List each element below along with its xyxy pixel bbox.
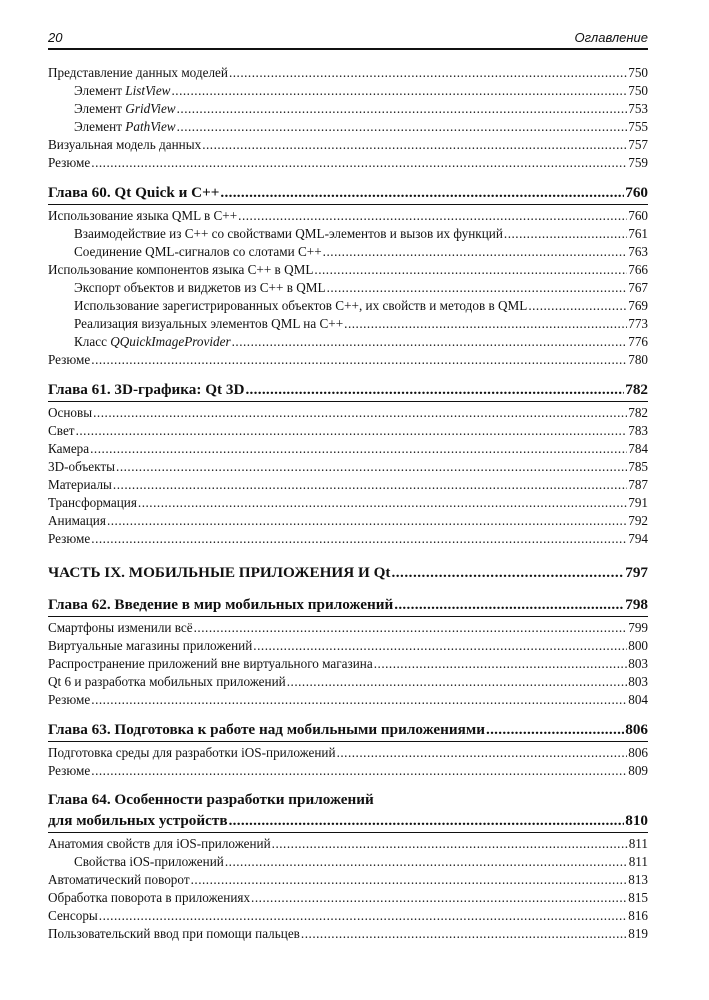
chapter-entry[interactable] (48, 182, 648, 205)
dot-leader (301, 925, 627, 943)
toc-entry[interactable] (48, 744, 648, 762)
toc-entry[interactable] (48, 315, 648, 333)
dot-leader (504, 225, 627, 243)
dot-leader (91, 691, 627, 709)
dot-leader (91, 762, 627, 780)
dot-leader (76, 422, 628, 440)
entry-page-number: 806 (628, 745, 648, 760)
entry-title: Резюме (48, 692, 91, 707)
toc-entry[interactable] (48, 762, 648, 780)
entry-page-number: 797 (625, 564, 648, 581)
chapter-entry[interactable] (48, 810, 648, 833)
entry-title: Глава 61. 3D-графика: Qt 3D (48, 379, 244, 401)
entry-title: для мобильных устройств (48, 810, 228, 832)
dot-leader (91, 154, 627, 172)
toc-entry[interactable] (48, 100, 648, 118)
entry-page-number: 799 (628, 620, 648, 635)
toc-entry[interactable] (48, 82, 648, 100)
dot-leader (194, 619, 628, 637)
entry-title: Реализация визуальных элементов QML на C++ (74, 316, 344, 331)
dot-leader (528, 297, 627, 315)
dot-leader (327, 279, 628, 297)
toc-entry[interactable] (48, 871, 648, 889)
toc-entry[interactable] (48, 243, 648, 261)
entry-page-number: 782 (625, 381, 648, 398)
entry-title (74, 82, 170, 100)
entry-title: Свойства iOS-приложений (74, 854, 224, 869)
dot-leader (220, 182, 624, 204)
entry-page-number: 759 (628, 155, 648, 170)
toc-entry[interactable] (48, 404, 648, 422)
toc-entry[interactable] (48, 853, 648, 871)
entry-page-number: 785 (628, 459, 648, 474)
dot-leader (344, 315, 627, 333)
toc-entry[interactable] (48, 207, 648, 225)
entry-title: Анимация (48, 513, 106, 528)
chapter-entry[interactable] (48, 719, 648, 742)
entry-page-number: 784 (628, 441, 648, 456)
entry-title: Пользовательский ввод при помощи пальцев (48, 926, 300, 941)
entry-title: Представление данных моделей (48, 65, 228, 80)
entry-page-number: 800 (628, 638, 648, 653)
toc-entry[interactable] (48, 333, 648, 351)
entry-page-number: 761 (628, 226, 648, 241)
toc-entry[interactable] (48, 925, 648, 943)
dot-leader (391, 562, 624, 584)
entry-title: Глава 63. Подготовка к работе над мобильными приложениями (48, 719, 485, 741)
table-of-contents (48, 64, 648, 943)
entry-page-number: 769 (628, 298, 648, 313)
entry-page-number: 811 (628, 836, 648, 851)
toc-entry[interactable] (48, 154, 648, 172)
entry-title: Сенсоры (48, 908, 98, 923)
entry-title: Визуальная модель данных (48, 137, 202, 152)
chapter-entry[interactable] (48, 594, 648, 617)
entry-page-number: 750 (628, 65, 648, 80)
entry-title: Свет (48, 423, 75, 438)
entry-title: Подготовка среды для разработки iOS-приложений (48, 745, 336, 760)
dot-leader (191, 871, 628, 889)
dot-leader (253, 637, 627, 655)
entry-title: Глава 62. Введение в мир мобильных приложений (48, 594, 393, 616)
entry-title: Анатомия свойств для iOS-приложений (48, 836, 271, 851)
entry-page-number: 773 (628, 316, 648, 331)
dot-leader (113, 476, 627, 494)
entry-title: Экспорт объектов и виджетов из C++ в QML (74, 280, 326, 295)
dot-leader (287, 673, 628, 691)
entry-page-number: 760 (625, 184, 648, 201)
entry-page-number: 787 (628, 477, 648, 492)
dot-leader (314, 261, 627, 279)
dot-leader (251, 889, 627, 907)
spacer (48, 369, 648, 379)
entry-title (74, 333, 231, 351)
entry-title-prefix: Элемент (74, 83, 126, 98)
toc-entry[interactable] (48, 422, 648, 440)
entry-page-number: 803 (628, 674, 648, 689)
entry-page-number: 763 (628, 244, 648, 259)
toc-entry[interactable] (48, 279, 648, 297)
entry-page-number: 791 (628, 495, 648, 510)
entry-title: Виртуальные магазины приложений (48, 638, 253, 653)
entry-title-italic: QQuickImageProvider (110, 334, 231, 349)
dot-leader (225, 853, 628, 871)
spacer (48, 584, 648, 594)
entry-page-number: 766 (628, 262, 648, 277)
entry-title: Автоматический поворот (48, 872, 190, 887)
entry-page-number: 757 (628, 137, 648, 152)
entry-title-italic: ListView (125, 83, 171, 98)
toc-entry[interactable] (48, 64, 648, 82)
toc-entry[interactable] (48, 889, 648, 907)
dot-leader (323, 243, 628, 261)
entry-page-number: 753 (628, 101, 648, 116)
page-number: 20 (48, 30, 63, 45)
dot-leader (229, 64, 627, 82)
entry-page-number: 804 (628, 692, 648, 707)
entry-title: ЧАСТЬ IX. МОБИЛЬНЫЕ ПРИЛОЖЕНИЯ И Qt (48, 562, 390, 584)
entry-title: Камера (48, 441, 90, 456)
entry-title: Основы (48, 405, 93, 420)
dot-leader (374, 655, 628, 673)
entry-title: Трансформация (48, 495, 137, 510)
chapter-title-line: Глава 64. Особенности разработки приложений (48, 791, 374, 808)
entry-page-number: 798 (625, 596, 648, 613)
entry-title: Использование компонентов языка C++ в QML (48, 262, 314, 277)
dot-leader (93, 404, 627, 422)
dot-leader (202, 136, 627, 154)
toc-entry[interactable] (48, 835, 648, 853)
entry-page-number: 783 (628, 423, 648, 438)
entry-page-number: 811 (628, 854, 648, 869)
entry-title: 3D-объекты (48, 459, 116, 474)
dot-leader (116, 458, 627, 476)
dot-leader (91, 351, 627, 369)
dot-leader (99, 907, 627, 925)
dot-leader (107, 512, 627, 530)
entry-title-italic: GridView (125, 101, 176, 116)
entry-page-number: 813 (628, 872, 648, 887)
dot-leader (138, 494, 627, 512)
toc-entry[interactable] (48, 261, 648, 279)
toc-entry[interactable] (48, 351, 648, 369)
entry-title: Материалы (48, 477, 112, 492)
entry-page-number: 819 (628, 926, 648, 941)
entry-page-number: 803 (628, 656, 648, 671)
toc-entry[interactable] (48, 458, 648, 476)
toc-entry[interactable] (48, 512, 648, 530)
spacer (48, 548, 648, 562)
dot-leader (394, 594, 624, 616)
dot-leader (272, 835, 628, 853)
dot-leader (238, 207, 627, 225)
entry-title: Использование языка QML в C++ (48, 208, 238, 223)
entry-page-number: 809 (628, 763, 648, 778)
entry-title: Резюме (48, 763, 91, 778)
entry-title-prefix: Класс (74, 334, 111, 349)
dot-leader (337, 744, 628, 762)
entry-title: Смартфоны изменили всё (48, 620, 193, 635)
dot-leader (245, 379, 624, 401)
entry-page-number: 810 (625, 812, 648, 829)
entry-title: Резюме (48, 531, 91, 546)
dot-leader (91, 530, 627, 548)
toc-entry[interactable] (48, 297, 648, 315)
dot-leader (171, 82, 627, 100)
entry-title-prefix: Элемент (74, 119, 126, 134)
dot-leader (90, 440, 627, 458)
entry-title: Обработка поворота в приложениях (48, 890, 251, 905)
entry-page-number: 755 (628, 119, 648, 134)
entry-title: Qt 6 и разработка мобильных приложений (48, 674, 286, 689)
spacer (48, 780, 648, 790)
entry-page-number: 806 (625, 721, 648, 738)
toc-entry[interactable] (48, 907, 648, 925)
part-entry[interactable] (48, 562, 648, 584)
entry-title-prefix: Элемент (74, 101, 126, 116)
toc-entry[interactable] (48, 691, 648, 709)
toc-entry[interactable] (48, 530, 648, 548)
toc-entry[interactable] (48, 136, 648, 154)
dot-leader (177, 100, 628, 118)
dot-leader (486, 719, 624, 741)
toc-entry[interactable] (48, 619, 648, 637)
toc-entry[interactable] (48, 476, 648, 494)
entry-title: Распространение приложений вне виртуального магазина (48, 656, 373, 671)
entry-page-number: 815 (628, 890, 648, 905)
entry-page-number: 776 (628, 334, 648, 349)
dot-leader (232, 333, 628, 351)
toc-entry[interactable] (48, 225, 648, 243)
entry-title: Резюме (48, 352, 91, 367)
dot-leader (177, 118, 628, 136)
toc-entry[interactable] (48, 494, 648, 512)
entry-title: Взаимодействие из C++ со свойствами QML-элементов и вызов их функций (74, 226, 503, 241)
spacer (48, 172, 648, 182)
toc-entry[interactable] (48, 440, 648, 458)
spacer (48, 709, 648, 719)
entry-page-number: 780 (628, 352, 648, 367)
toc-entry[interactable] (48, 118, 648, 136)
entry-page-number: 816 (628, 908, 648, 923)
entry-title: Соединение QML-сигналов со слотами C++ (74, 244, 322, 259)
entry-title: Использование зарегистрированных объектов C++, их свойств и методов в QML (74, 298, 528, 313)
entry-title-italic: PathView (125, 119, 176, 134)
entry-title: Резюме (48, 155, 91, 170)
entry-title (74, 100, 176, 118)
entry-page-number: 794 (628, 531, 648, 546)
toc-entry[interactable] (48, 637, 648, 655)
entry-title (74, 118, 176, 136)
entry-page-number: 767 (628, 280, 648, 295)
entry-page-number: 750 (628, 83, 648, 98)
entry-title: Глава 60. Qt Quick и C++ (48, 182, 219, 204)
entry-page-number: 792 (628, 513, 648, 528)
toc-entry[interactable] (48, 673, 648, 691)
chapter-entry[interactable] (48, 379, 648, 402)
dot-leader (229, 810, 625, 832)
section-title: Оглавление (574, 30, 648, 45)
page-header (48, 28, 648, 50)
entry-page-number: 760 (628, 208, 648, 223)
entry-page-number: 782 (628, 405, 648, 420)
toc-entry[interactable] (48, 655, 648, 673)
